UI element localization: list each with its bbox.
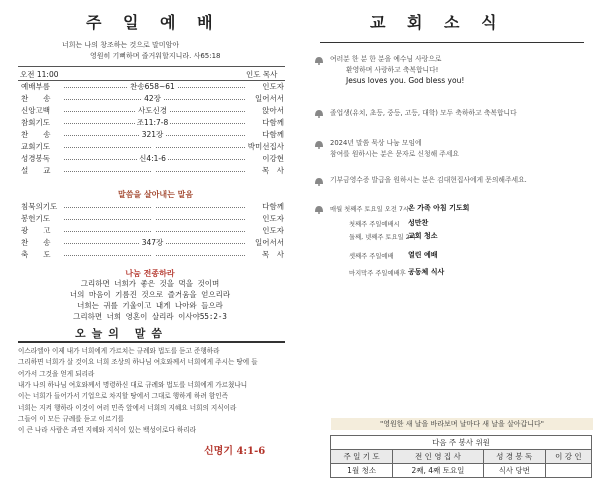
table-title: 다음 주 봉사 위원 <box>331 436 592 450</box>
divider-time <box>18 80 285 81</box>
order-center-wrap <box>20 166 285 176</box>
order-center-wrap <box>20 238 285 248</box>
order-row <box>20 118 285 128</box>
divider-word <box>18 341 285 343</box>
table-cell: 2째, 4째 토요일 <box>393 464 483 478</box>
order-right: 목 사 <box>262 250 284 259</box>
order-center: 사도신경 <box>138 106 167 115</box>
order-center-wrap <box>20 106 285 116</box>
schedule-what: 성만찬 <box>408 219 429 227</box>
scripture-reference: 신명기 4:1-6 <box>204 446 266 457</box>
order-right: 인도자 <box>262 226 284 235</box>
order-label: 교회기도 <box>21 142 50 151</box>
opening-verse-line1: 너희는 나의 창조하는 것으로 말미암아 <box>62 41 180 49</box>
order-label: 봉헌기도 <box>21 214 50 223</box>
table-cell: 전 인 영 집 사 <box>393 450 483 464</box>
order-row <box>20 238 285 248</box>
bell-icon <box>313 139 325 149</box>
scripture-line: 어가서 그것을 얻게 되리라 <box>18 369 95 378</box>
order-right: 박미선집사 <box>247 142 284 151</box>
news-item-welcome-line1: 여러분 한 분 한 분을 예수님 사랑으로 <box>330 55 442 63</box>
service-leader: 인도 목사 <box>246 70 278 79</box>
order-center <box>151 250 155 259</box>
news-item-welcome-line2: 환영하며 사랑하고 축복합니다! <box>346 66 439 74</box>
order-center-wrap <box>20 214 285 224</box>
service-volunteer-table <box>330 435 592 478</box>
order-row <box>20 154 285 164</box>
news-title: 교 회 소 식 <box>370 13 505 32</box>
order-right: 이강현 <box>262 154 284 163</box>
order-center-wrap <box>20 226 285 236</box>
response-line: 그리하면 너희 영혼이 살리라 이사야55:2-3 <box>73 312 227 321</box>
order-center-wrap <box>20 154 285 164</box>
schedule-what: 공동체 식사 <box>408 268 445 276</box>
order-right: 앉아서 <box>262 106 284 115</box>
church-news-column <box>300 0 600 501</box>
order-center-wrap <box>20 82 285 92</box>
order-label: 광 고 <box>21 226 51 235</box>
order-label: 침묵의기도 <box>21 202 58 211</box>
order-label: 찬 송 <box>21 238 51 247</box>
table-cell: 1월 청소 <box>331 464 393 478</box>
order-center-wrap <box>20 202 285 212</box>
scripture-line: 이는 너희가 들어가서 기업으로 차지할 땅에서 그대로 행하게 하려 함인즉 <box>18 392 228 401</box>
order-right: 다함께 <box>262 118 284 127</box>
order-center <box>151 202 155 211</box>
order-center: 찬송658~61 <box>130 82 175 91</box>
bell-icon <box>313 204 325 214</box>
order-row <box>20 226 285 236</box>
scripture-line: 이스라엘아 이제 내가 너희에게 가르치는 규례와 법도를 듣고 준행하라 <box>18 347 220 355</box>
order-label: 성경봉독 <box>21 154 50 163</box>
scripture-line: 그리하면 너희가 살 것이요 너희 조상의 하나님 여호와께서 너희에게 주시는 땅에 들 <box>18 358 258 367</box>
order-center: 347장 <box>141 238 164 247</box>
order-center-wrap <box>20 142 285 152</box>
order-right: 일어서서 <box>255 94 284 103</box>
order-label: 신앙고백 <box>21 106 50 115</box>
order-center <box>151 166 155 175</box>
order-label: 찬 송 <box>21 94 51 103</box>
order-right: 일어서서 <box>255 238 284 247</box>
order-center <box>151 226 155 235</box>
divider-top <box>18 66 285 67</box>
bell-icon <box>313 55 325 65</box>
table-cell: 식사 당번 <box>483 464 545 478</box>
table-row <box>331 464 592 478</box>
table-title-row <box>331 436 592 450</box>
order-row <box>20 106 285 116</box>
order-row <box>20 130 285 140</box>
welcome-highlight: Jesus loves you. God bless you! <box>346 76 465 85</box>
scripture-line: 이 큰 나라 사람은 과연 지혜와 지식이 있는 백성이로다 하리라 <box>18 426 197 435</box>
news-item-graduation: 졸업생(유치, 초등, 중등, 고등, 대학) 모두 축하하고 축복합니다 <box>330 109 517 117</box>
order-right: 인도자 <box>262 214 284 223</box>
response-line: 너희는 귀를 기울이고 내게 나아와 들으라 <box>77 301 223 310</box>
news-item-welcome-english <box>346 76 464 86</box>
order-row <box>20 214 285 224</box>
schedule-when: 첫째주 주일예배시 <box>349 221 400 228</box>
schedule-prefix: 매월 첫째주 토요일 오전 7시 <box>330 206 409 213</box>
news-item-donation-receipt: 기부금영수증 발급을 원하시는 분은 김대현집사에게 문의해주세요. <box>330 176 527 184</box>
scripture-line: 너희는 지켜 행하라 이것이 여러 민족 앞에서 너희의 지혜요 너희의 지식이라 <box>18 403 237 412</box>
order-right: 목 사 <box>262 166 284 175</box>
order-label: 축 도 <box>21 250 51 259</box>
response-line: 그리하면 너희가 좋은 것을 먹을 것이며 <box>80 279 220 288</box>
order-label: 참회기도 <box>21 118 50 127</box>
table-cell: 성 경 봉 독 <box>483 450 545 464</box>
news-divider <box>320 42 584 43</box>
order-center-wrap <box>20 118 285 128</box>
schedule-when: 셋째주 주일예배 <box>349 253 394 260</box>
table-cell: 주 일 기 도 <box>331 450 393 464</box>
order-label: 예배부름 <box>21 82 50 91</box>
bell-icon <box>313 108 325 118</box>
order-center <box>151 214 155 223</box>
order-row <box>20 94 285 104</box>
response-line: 너의 마음이 기름진 것으로 즐거움을 얻으리라 <box>69 290 231 299</box>
order-label: 찬 송 <box>21 130 51 139</box>
motto-banner: "영원한 새 날을 바라보며 날마다 새 날을 살아갑니다" <box>331 418 593 430</box>
todays-word-title: 오늘의 말씀 <box>75 327 168 340</box>
order-center: 조11:7-8 <box>136 118 169 127</box>
scripture-line: 그들이 이 모든 규례를 듣고 이르기를 <box>18 414 125 423</box>
table-cell: 이 강 인 <box>545 450 591 464</box>
news-item-meditation-line2: 참여를 원하시는 분은 문자로 신청해 주세요 <box>330 150 459 158</box>
order-right: 다함께 <box>262 202 284 211</box>
order-label: 설 교 <box>21 166 51 175</box>
order-center <box>151 142 155 151</box>
service-time: 오전 11:00 <box>20 70 59 79</box>
order-row <box>20 142 285 152</box>
order-right: 인도자 <box>262 82 284 91</box>
order-center-wrap <box>20 130 285 140</box>
order-row <box>20 250 285 260</box>
news-item-meditation-line1: 2024년 말씀 묵상 나눔 모임에 <box>330 139 422 147</box>
order-center: 42장 <box>144 94 161 103</box>
bell-icon <box>313 176 325 186</box>
schedule-title: 온 가족 아침 기도회 <box>408 204 470 212</box>
schedule-what: 교회 청소 <box>408 232 438 240</box>
order-center-wrap <box>20 250 285 260</box>
schedule-what: 열린 예배 <box>408 251 438 259</box>
order-row <box>20 166 285 176</box>
order-row <box>20 202 285 212</box>
order-row <box>20 82 285 92</box>
scripture-line: 내가 나의 하나님 여호와께서 명령하신 대로 규례와 법도를 너희에게 가르쳤나니 <box>18 380 248 389</box>
opening-verse-line2: 영원히 기뻐하며 즐거워할지니라. 사65:18 <box>90 52 221 60</box>
table-header-row <box>331 450 592 464</box>
response-title: 나눔 전종하라 <box>125 269 175 278</box>
order-right: 다함께 <box>262 130 284 139</box>
order-center-wrap <box>20 94 285 104</box>
schedule-when: 둘째, 넷째주 토요일 2시 <box>349 234 416 241</box>
order-center: 321장 <box>141 130 164 139</box>
order-center: 신4:1-6 <box>139 154 166 163</box>
schedule-when: 마지막주 주일예배후 <box>349 270 406 277</box>
worship-title: 주 일 예 배 <box>86 13 221 32</box>
table-cell <box>545 464 591 478</box>
section-title-living-word: 말씀을 살아내는 말음 <box>118 189 194 199</box>
